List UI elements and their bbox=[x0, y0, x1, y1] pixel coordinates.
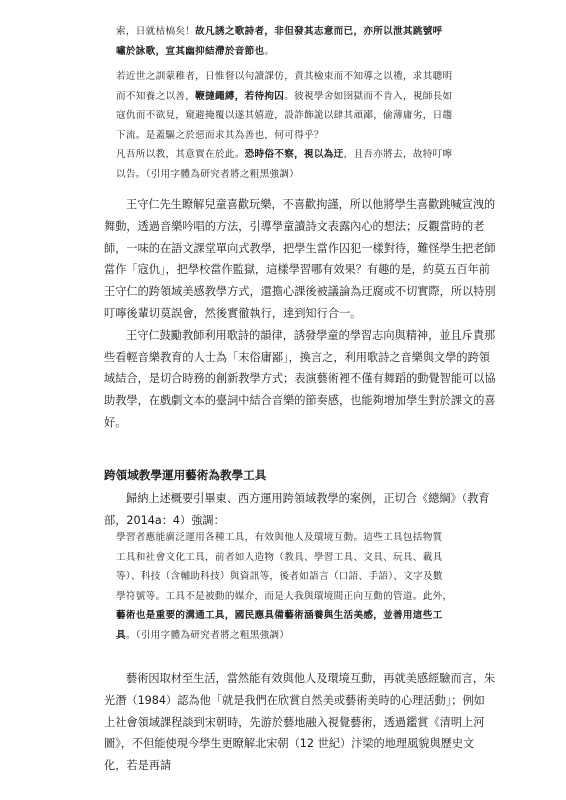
quote-top-line: 下流。是蓋驅之於惡而求其為善也，何可得乎？ bbox=[116, 129, 324, 141]
quote-top-line: 若近世之訓蒙稚者，日惟督以句讀課仿，責其檢束而不知導之以禮，求其聰明 bbox=[116, 71, 453, 82]
quote-mid-line: 學符號等。工具不是被動的媒介，而是人我與環境間正向互動的管道。此外， bbox=[116, 590, 453, 602]
body-paragraph: 王守仁鼓勵教師利用歌詩的韻律，誘發學童的學習志向與精神，並且斥責那些看輕音樂教育的人士為「末俗庸鄙」，換言之，利用歌詩之音樂與文學的跨領域結合，是切合時務的創新教學方式；表演藝術裡不僅有舞蹈的動覺智能可以協助教學，在戲劇文本的臺詞中結合音樂的節奏感，也能夠增加學生對於課文的喜好。 bbox=[104, 328, 496, 429]
quote-mid-line: 工具和社會文化工具，前者如人造物（教具、學習工具、文具、玩具、載具 bbox=[116, 551, 443, 563]
block-quote-top bbox=[116, 22, 490, 184]
quote-mid-line: 學習者應能廣泛運用各種工具，有效與他人及環境互動。這些工具包括物質 bbox=[116, 532, 443, 543]
quote-mid-line: 等）、科技（含輔助科技）與資訊等，後者如語言（口語、手語）、文字及數 bbox=[116, 571, 443, 582]
body-section-3 bbox=[104, 668, 496, 777]
body-paragraph: 王守仁先生瞭解兒童喜歡玩樂，不喜歡拘謹，所以他將學生喜歡跳喊宣洩的舞動，透過音樂吟唱的方法，引導學童讀詩文表露內心的想法；反觀當時的老師，一味的在語文課堂單向式教學，把學生當作囚犯一樣對待，難怪學生把老師當作「寇仇」，把學校當作監獄，這樣學習哪有效果？有趣的是，約莫五百年前王守仁的跨領域美感教學方式，還擔心課後被議論為迂腐或不切實際，所以特別叮嚀後輩切莫誤會，然後實徹執行，達到知行合一。 bbox=[104, 198, 496, 320]
body-paragraph: 藝術因取材至生活，當然能有效與他人及環境互動，再就美感經驗而言，朱光潛（1984）認為他「就是我們在欣賞自然美或藝術美時的心理活動」；例如上社會領域課程談到宋朝時，先游於藝地融入視覺藝術，透過鑑賞《清明上河圖》，不但能使現今學生更瞭解北宋朝（12 世紀）汴梁的地理風貌與歷史文化，若是再請 bbox=[104, 672, 496, 773]
quote-top-line: 寇仇而不欲見，窺避掩覆以遂其嬉遊，設詐飾詭以肆其頑鄙，偷薄庸劣，日趨 bbox=[116, 110, 453, 121]
quote-top-citation: 以告。（引用字體為研究者將之粗黑強調） bbox=[116, 168, 300, 180]
quote-mid-line: 藝術也是重要的溝通工具，國民應具備藝術涵養與生活美感，並善用這些工 bbox=[116, 610, 443, 621]
quote-top-line: 而不知養之以善，鞭撻繩縛，若待拘囚。彼視學舍如囹獄而不肯入，視師長如 bbox=[116, 90, 453, 102]
quote-mid-citation: 具。（引用字體為研究者將之粗黑強調） bbox=[116, 629, 290, 641]
quote-top-line: 索，日就枯槁矣！故凡誘之歌詩者，非但發其志意而已，亦所以泄其跳號呼 bbox=[116, 26, 443, 37]
body-section-2 bbox=[104, 488, 496, 532]
quote-top-line: 凡吾所以教，其意實在於此。恐時俗不察，視以為迂，且吾亦將去，故特叮嚀 bbox=[116, 149, 453, 160]
quote-top-line: 嘯於詠歌，宣其幽抑結滯於音節也。 bbox=[116, 45, 275, 57]
block-quote-mid bbox=[116, 528, 490, 645]
intro-paragraph: 歸納上述概要引畢東、西方運用跨領域教學的案例，正切合《總綱》（教育部，2014a：4）強調： bbox=[104, 492, 490, 527]
body-section-1 bbox=[104, 194, 496, 434]
section-heading: 跨領域教學運用藝術為教學工具 bbox=[104, 468, 267, 482]
